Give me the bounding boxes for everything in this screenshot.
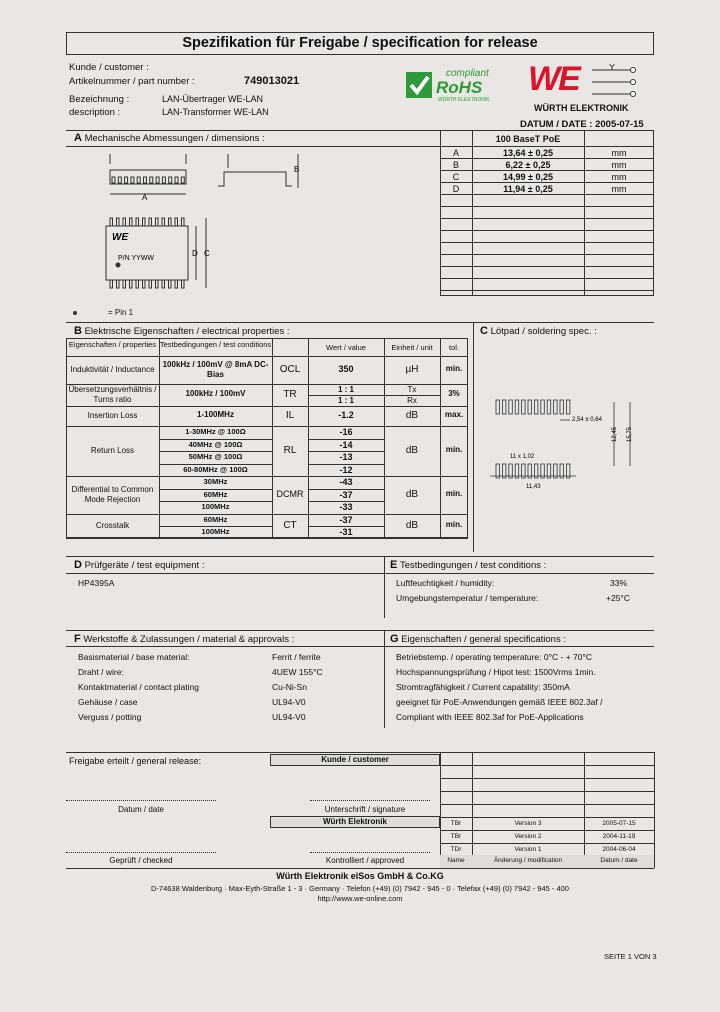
- test-condition: 100MHz: [201, 502, 230, 511]
- material-label: Basismaterial / base material:: [78, 652, 190, 662]
- history-header-date: Datum / date: [600, 857, 638, 864]
- dim-row-unit: mm: [611, 160, 627, 170]
- test-condition: 1-30MHz @ 100Ω: [185, 427, 246, 436]
- test-condition: 60MHz: [203, 514, 228, 524]
- dim-row-value: 6,22 ± 0,25: [505, 160, 551, 170]
- value: -37: [339, 514, 353, 525]
- package-pin: [110, 218, 113, 226]
- symbol: IL: [285, 410, 295, 421]
- package-pin: [117, 218, 120, 226]
- dim-row-line: [440, 230, 654, 231]
- package-pin: [162, 177, 165, 183]
- solder-dim-4: 15,75: [627, 426, 633, 442]
- tolerance: 3%: [448, 389, 460, 398]
- symbol: CT: [283, 519, 297, 531]
- dim-row-id: C: [452, 172, 460, 182]
- dim-b-label: B: [294, 165, 300, 174]
- etable-subrow-line: [308, 395, 440, 396]
- package-pin: [149, 218, 152, 226]
- rohs-sub-text: WÜRTH ELEKTRONIK: [438, 97, 490, 103]
- spec-line: Betriebstemp. / operating temperature: 0°C - + 70°C: [396, 652, 593, 662]
- package-pin: [130, 218, 133, 226]
- dim-d-label: D: [192, 249, 198, 258]
- history-change: Version 2: [514, 833, 542, 840]
- checked-label: Geprüft / checked: [109, 856, 173, 865]
- package-pin: [118, 177, 121, 183]
- dim-row-value: 11,94 ± 0,25: [503, 184, 553, 194]
- we-circuit-icon: [592, 64, 642, 102]
- history-col-line: [654, 752, 655, 868]
- unit: Tx: [407, 385, 417, 394]
- package-pin: [162, 218, 165, 226]
- unit: dB: [405, 445, 419, 456]
- page-number: SEITE 1 VON 3: [604, 952, 657, 961]
- etable-subrow-line: [308, 464, 384, 465]
- dim-row-line: [440, 254, 654, 255]
- description-label: description :: [69, 107, 121, 118]
- package-pin: [175, 280, 178, 288]
- test-equipment-item: HP4395A: [78, 578, 115, 588]
- package-pin: [169, 218, 172, 226]
- package-pin: [136, 218, 139, 226]
- solder-pad: [566, 400, 570, 414]
- history-name: TDr: [450, 846, 462, 853]
- material-value: UL94-V0: [272, 697, 306, 707]
- dimension-table-header: 100 BaseT PoE: [495, 134, 561, 144]
- section-a-title: A Mechanische Abmessungen / dimensions :: [74, 132, 265, 144]
- humidity-value: 33%: [610, 578, 628, 588]
- section-d-title: D Prüfgeräte / test equipment :: [74, 559, 205, 571]
- etable-header: tol.: [448, 343, 459, 352]
- part-number-value: 749013021: [244, 75, 300, 87]
- etable-subrow-line: [308, 439, 384, 440]
- test-condition: 50MHz @ 100Ω: [188, 452, 243, 461]
- spec-line: Compliant with IEEE 802.3af for PoE-Applications: [396, 712, 584, 722]
- etable-subrow-line: [159, 464, 272, 465]
- tolerance: max.: [444, 410, 464, 419]
- etable-header: Einheit / unit: [391, 343, 433, 352]
- spec-line: geeignet für PoE-Anwendungen gemäß IEEE 802.3af /: [396, 697, 603, 707]
- unit: dB: [405, 488, 419, 500]
- package-pin: [136, 280, 139, 288]
- dim-row-line: [440, 266, 654, 267]
- section-f-title: F Werkstoffe & Zulassungen / material & approvals :: [74, 633, 295, 645]
- history-date: 2005-07-15: [602, 820, 636, 827]
- history-change: Version 3: [514, 820, 542, 827]
- history-name: TBr: [450, 820, 462, 827]
- material-value: UL94-V0: [272, 712, 306, 722]
- package-pin: [156, 177, 159, 183]
- history-header-change: Änderung / modification: [493, 857, 563, 864]
- value: -16: [339, 427, 353, 437]
- test-condition: 60-80MHz @ 100Ω: [183, 464, 248, 474]
- value: 350: [338, 364, 354, 374]
- package-pin: [156, 280, 159, 288]
- date-label: DATUM / DATE : 2005-07-15: [520, 119, 644, 130]
- pin1-dot-icon: [73, 311, 77, 315]
- material-label: Kontaktmaterial / contact plating: [78, 682, 199, 692]
- etable-subrow-line: [308, 489, 384, 490]
- rohs-compliant-text: compliant: [446, 68, 489, 79]
- unit: dB: [405, 519, 419, 531]
- symbol: OCL: [279, 364, 301, 375]
- description-value: LAN-Transformer WE-LAN: [162, 107, 269, 117]
- footer-address: D-74638 Waldenburg · Max-Eyth-Straße 1 - 3 · Germany · Telefon (+49) (0) 7942 - 945 - 0 · Telefax (+49) (0) 7942 - 945 - 400: [151, 884, 569, 893]
- solder-pad: [534, 400, 538, 414]
- material-value: 4UEW 155°C: [272, 667, 323, 677]
- dim-row-id: D: [452, 184, 460, 194]
- date-label-1: Datum / date: [118, 805, 164, 814]
- etable-row-line: [66, 356, 468, 357]
- dim-row-line: [440, 194, 654, 195]
- footer-company: Würth Elektronik eiSos GmbH & Co.KG: [276, 871, 444, 881]
- page-title: Spezifikation für Freigabe / specification for release: [182, 35, 538, 51]
- value: -14: [339, 439, 353, 450]
- section-c-title: C Lötpad / soldering spec. :: [480, 325, 597, 337]
- drawing-we-mark: WE: [112, 232, 129, 243]
- designation-value: LAN-Übertrager WE-LAN: [162, 94, 264, 104]
- package-pin: [162, 280, 165, 288]
- package-pin: [150, 177, 153, 183]
- property-name: Differential to Common Mode Rejection: [71, 484, 154, 504]
- package-pin: [169, 177, 172, 183]
- tolerance: min.: [445, 445, 463, 454]
- package-pin: [137, 177, 140, 183]
- solder-pad: [515, 400, 519, 414]
- package-pin: [144, 177, 147, 183]
- solder-pad: [560, 400, 564, 414]
- we-name: WÜRTH ELEKTRONIK: [534, 103, 629, 113]
- symbol: TR: [283, 389, 297, 400]
- dim-row-line: [440, 290, 654, 291]
- test-condition: 60MHz: [203, 489, 228, 499]
- dim-row-id: B: [452, 160, 459, 170]
- history-date: 2004-06-04: [602, 846, 636, 853]
- etable-subrow-line: [159, 501, 272, 502]
- package-pin: [117, 280, 120, 288]
- tolerance: min.: [445, 519, 463, 529]
- etable-header: Eigenschaften / properties: [68, 340, 157, 349]
- package-pin: [125, 177, 128, 183]
- solder-dim-2: 11 x 1,02: [510, 454, 535, 460]
- section-e-title: E Testbedingungen / test conditions :: [390, 559, 547, 571]
- value: -37: [339, 489, 353, 500]
- etable-subrow-line: [308, 451, 384, 452]
- tolerance: min.: [445, 364, 463, 373]
- test-condition: 40MHz @ 100Ω: [188, 439, 243, 449]
- dim-a-label: A: [142, 193, 148, 202]
- etable-subrow-line: [159, 439, 272, 440]
- dim-row-line: [440, 218, 654, 219]
- symbol: DCMR: [276, 488, 304, 499]
- rohs-check-icon: [406, 72, 432, 98]
- history-date: 2004-11-19: [602, 833, 636, 840]
- solder-pad: [496, 400, 500, 414]
- material-label: Gehäuse / case: [78, 697, 138, 707]
- we-logo-text: WE: [528, 60, 579, 98]
- package-pin: [131, 177, 134, 183]
- value: -33: [339, 502, 353, 512]
- test-condition: 100kHz / 100mV: [185, 389, 246, 398]
- pin1-legend: = Pin 1: [108, 308, 134, 317]
- solder-pad: [541, 400, 545, 414]
- solder-dim-1: 2,54 ± 0,64: [572, 417, 602, 423]
- dim-row-unit: mm: [611, 148, 627, 158]
- part-number-label: Artikelnummer / part number :: [69, 76, 195, 87]
- etable-subrow-line: [159, 489, 272, 490]
- history-change: Version 1: [514, 846, 542, 853]
- designation-label: Bezeichnung :: [69, 94, 130, 105]
- solder-dim-3: 12,45: [612, 426, 618, 442]
- solder-pad: [547, 400, 551, 414]
- rohs-text: RoHS: [436, 78, 483, 97]
- etable-subrow-line: [308, 526, 384, 527]
- history-header-name: Name: [447, 857, 465, 864]
- section-b-title: B Elektrische Eigenschaften / electrical properties :: [74, 325, 290, 337]
- test-condition: 100kHz / 100mV @ 8mA DC-Bias: [162, 360, 269, 379]
- dim-row-line: [440, 158, 654, 159]
- we-logo: [528, 60, 643, 116]
- package-pin: [143, 280, 146, 288]
- dim-row-line: [440, 278, 654, 279]
- package-pin: [130, 280, 133, 288]
- we-header-label: Würth Elektronik: [322, 817, 387, 826]
- solder-pad: [554, 400, 558, 414]
- package-pin: [110, 280, 113, 288]
- value: -43: [339, 477, 353, 487]
- dim-row-id: A: [452, 148, 459, 158]
- etable-subrow-line: [308, 501, 384, 502]
- dim-row-line: [440, 206, 654, 207]
- material-label: Verguss / potting: [78, 712, 142, 722]
- soldering-drawing: [490, 396, 640, 496]
- value: -31: [339, 526, 353, 537]
- dim-row-value: 13,64 ± 0,25: [503, 148, 553, 158]
- package-pin: [123, 218, 126, 226]
- solder-dim-5: 11,43: [526, 484, 541, 490]
- package-drawing: [96, 148, 326, 318]
- dim-row-value: 14,99 ± 0,25: [503, 172, 553, 182]
- solder-pad: [528, 400, 532, 414]
- package-pin: [123, 280, 126, 288]
- material-label: Draht / wire:: [78, 667, 124, 677]
- value: 1 : 1: [337, 396, 354, 405]
- package-pin: [112, 177, 115, 183]
- unit: dB: [405, 410, 419, 421]
- etable-header: Wert / value: [326, 343, 366, 352]
- temperature-label: Umgebungstemperatur / temperature:: [396, 593, 539, 603]
- dim-row-unit: mm: [611, 172, 627, 182]
- customer-label: Kunde / customer :: [69, 62, 149, 73]
- value: -1.2: [338, 410, 354, 420]
- property-name: Return Loss: [90, 446, 135, 455]
- package-pin: [175, 218, 178, 226]
- release-label: Freigabe erteilt / general release:: [69, 756, 202, 766]
- dim-row-line: [440, 182, 654, 183]
- etable-subrow-line: [159, 526, 272, 527]
- package-pin: [181, 177, 184, 183]
- value: -13: [339, 452, 353, 462]
- customer-header-label: Kunde / customer: [321, 755, 389, 764]
- test-condition: 100MHz: [201, 526, 230, 536]
- property-name: Übersetzungsverhältnis / Turns ratio: [68, 385, 157, 404]
- value: -12: [339, 464, 353, 475]
- dim-row-line: [440, 242, 654, 243]
- rohs-logo: [406, 68, 516, 104]
- solder-pad: [509, 400, 513, 414]
- property-name: Crosstalk: [95, 520, 130, 530]
- dim-c-label: C: [204, 249, 210, 258]
- footer-url[interactable]: http://www.we-online.com: [317, 894, 403, 903]
- dim-row-line: [440, 170, 654, 171]
- property-name: Induktivität / Inductance: [70, 365, 155, 374]
- symbol: RL: [283, 445, 297, 456]
- tolerance: min.: [445, 488, 463, 498]
- value: 1 : 1: [337, 385, 354, 394]
- approved-label: Kontrolliert / approved: [325, 856, 405, 865]
- package-pin: [175, 177, 178, 183]
- etable-row-line: [66, 538, 468, 539]
- test-condition: 30MHz: [203, 477, 228, 486]
- property-name: Insertion Loss: [87, 411, 138, 420]
- material-value: Cu-Ni-Sn: [272, 682, 307, 692]
- section-g-title: G Eigenschaften / general specifications :: [390, 633, 566, 645]
- package-pin: [143, 218, 146, 226]
- spec-line: Stromtragfähigkeit / Current capability: 350mA: [396, 682, 570, 692]
- unit: µH: [405, 364, 419, 375]
- history-name: TBr: [450, 833, 462, 840]
- drawing-pn-mark: P/N YYWW: [118, 255, 155, 262]
- dim-row-line: [440, 146, 654, 147]
- solder-pad: [522, 400, 526, 414]
- package-pin: [169, 280, 172, 288]
- package-pin: [156, 218, 159, 226]
- etable-header: Testbedingungen / test conditions: [159, 340, 272, 349]
- humidity-label: Luftfeuchtigkeit / humidity:: [396, 578, 495, 588]
- package-pin: [182, 218, 185, 226]
- dim-row-unit: mm: [611, 184, 627, 194]
- package-pin: [182, 280, 185, 288]
- etable-subrow-line: [159, 451, 272, 452]
- material-value: Ferrit / ferrite: [272, 652, 321, 662]
- spec-line: Hochspannungsprüfung / Hipot test: 1500Vrms 1min.: [396, 667, 596, 677]
- signature-label-1: Unterschrift / signature: [324, 805, 406, 814]
- test-condition: 1-100MHz: [197, 410, 234, 419]
- package-pin: [149, 280, 152, 288]
- unit: Rx: [407, 396, 417, 405]
- solder-pad: [502, 400, 506, 414]
- temperature-value: +25°C: [606, 593, 630, 603]
